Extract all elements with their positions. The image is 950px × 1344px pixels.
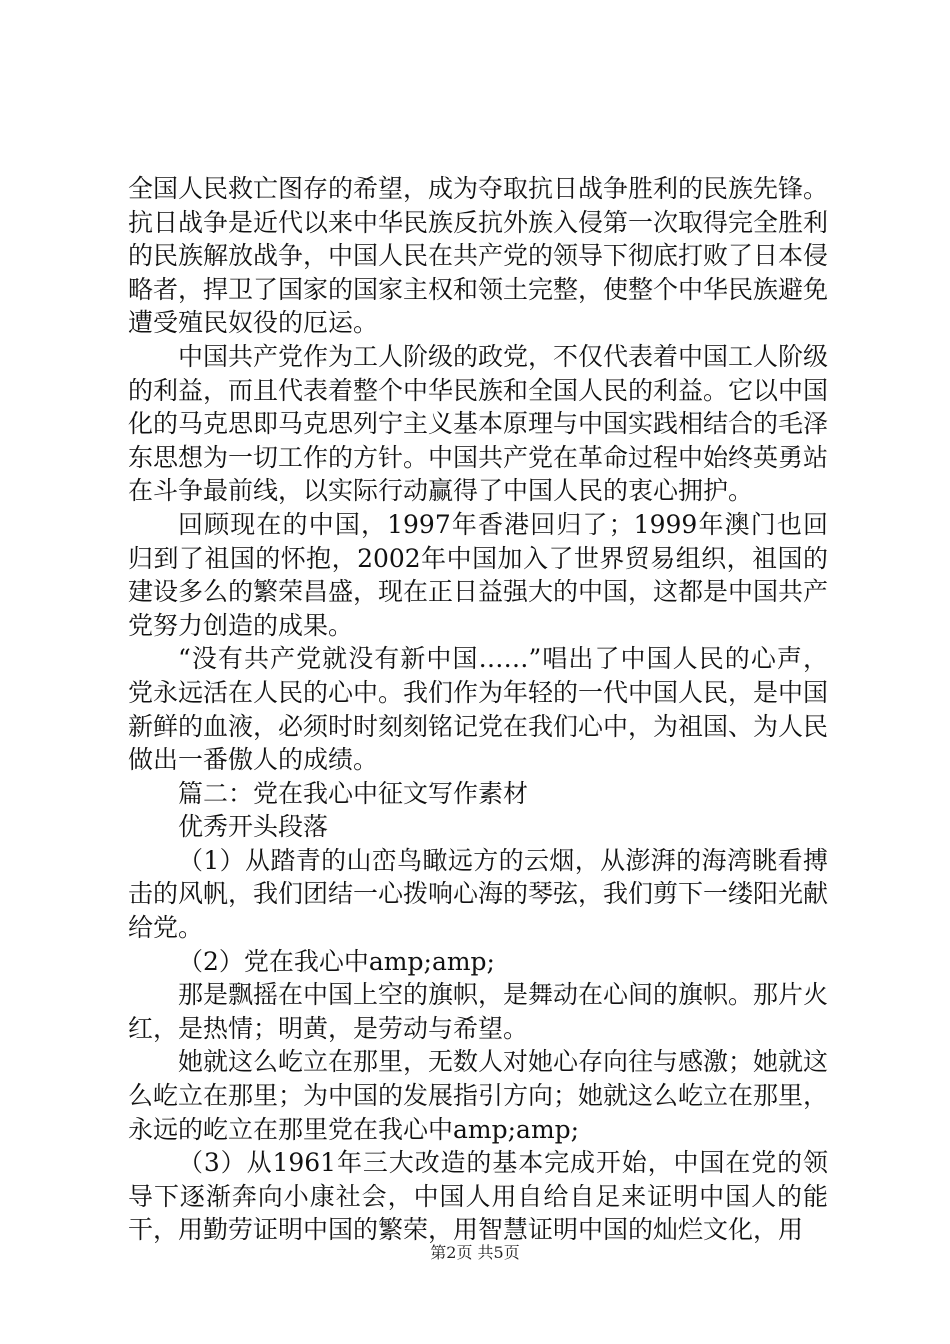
section-heading: 篇二：党在我心中征文写作素材 (178, 778, 529, 808)
paragraph-4: “没有共产党就没有新中国……”唱出了中国人民的心声，党永远活在人民的心中。我们作为年轻的一代中国人民，是中国新鲜的血液，必须时时刻刻铭记党在我们心中，为祖国、为人民做出一番傲人的成绩。 (128, 644, 829, 775)
document-body (128, 172, 828, 1247)
paragraph-example-2-body-2: 她就这么屹立在那里，无数人对她心存向往与感激；她就这么屹立在那里；为中国的发展指引方向；她就这么屹立在那里，永远的屹立在那里党在我心中amp;amp; (128, 1047, 829, 1144)
page-number-label: 第2页 共5页 (430, 1243, 520, 1262)
paragraph-example-2-title: （2）党在我心中amp;amp; (178, 946, 495, 976)
paragraph-example-2-body-1: 那是飘摇在中国上空的旗帜，是舞动在心间的旗帜。那片火红，是热情；明黄，是劳动与希望。 (128, 980, 829, 1043)
paragraph-2: 中国共产党作为工人阶级的政党，不仅代表着中国工人阶级的利益，而且代表着整个中华民族和全国人民的利益。它以中国化的马克思即马克思列宁主义基本原理与中国实践相结合的毛泽东思想为一切工作的方针。中国共产党在革命过程中始终英勇站在斗争最前线，以实际行动赢得了中国人民的衷心拥护。 (128, 341, 829, 506)
paragraph-3: 回顾现在的中国，1997年香港回归了；1999年澳门也回归到了祖国的怀抱，2002年中国加入了世界贸易组织，祖国的建设多么的繁荣昌盛，现在正日益强大的中国，这都是中国共产党努力创造的成果。 (128, 509, 829, 640)
paragraph-example-3: （3）从1961年三大改造的基本完成开始，中国在党的领导下逐渐奔向小康社会，中国人用自给自足来证明中国人的能干，用勤劳证明中国的繁荣，用智慧证明中国的灿烂文化，用 (128, 1148, 828, 1245)
subsection-heading: 优秀开头段落 (178, 812, 329, 842)
page-footer (0, 1243, 950, 1263)
paragraph-1: 全国人民救亡图存的希望，成为夺取抗日战争胜利的民族先锋。抗日战争是近代以来中华民族反抗外族入侵第一次取得完全胜利的民族解放战争，中国人民在共产党的领导下彻底打败了日本侵略者，捍卫了国家的国家主权和领土完整，使整个中华民族避免遭受殖民奴役的厄运。 (128, 174, 829, 338)
paragraph-example-1: （1）从踏青的山峦鸟瞰远方的云烟，从澎湃的海湾眺看搏击的风帆，我们团结一心拨响心海的琴弦，我们剪下一缕阳光献给党。 (128, 845, 829, 943)
